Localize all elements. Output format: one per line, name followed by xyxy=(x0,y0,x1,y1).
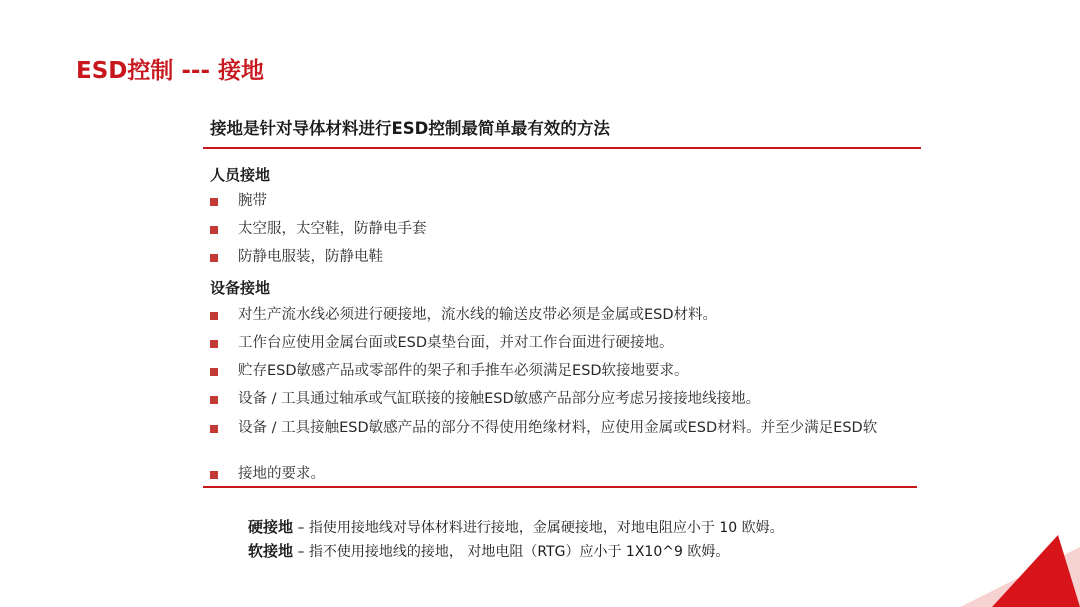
definition-term: 硬接地 xyxy=(248,518,294,536)
square-bullet-icon xyxy=(210,226,218,234)
section-heading-equipment: 设备接地 xyxy=(210,279,271,297)
list-item xyxy=(210,391,920,407)
list-item xyxy=(210,335,920,351)
definition-text: – 指不使用接地线的接地， 对地电阻（RTG）应小于 1X10^9 欧姆。 xyxy=(293,544,730,560)
top-divider xyxy=(203,147,921,149)
list-item xyxy=(210,221,920,237)
list-item-text: 设备 / 工具通过轴承或气缸联接的接触ESD敏感产品部分应考虑另接接地线接地。 xyxy=(238,391,761,407)
definition-term: 软接地 xyxy=(248,542,294,560)
square-bullet-icon xyxy=(210,198,218,206)
list-item-text: 防静电服装，防静电鞋 xyxy=(238,249,383,265)
corner-triangle-dark xyxy=(992,535,1080,607)
square-bullet-icon xyxy=(210,425,218,433)
list-item-text: 贮存ESD敏感产品或零部件的架子和手推车必须满足ESD软接地要求。 xyxy=(238,363,689,379)
list-item-text: 工作台应使用金属台面或ESD桌垫台面，并对工作台面进行硬接地。 xyxy=(238,335,674,351)
definition-soft-ground xyxy=(248,540,729,561)
list-item xyxy=(210,363,920,379)
square-bullet-icon xyxy=(210,254,218,262)
list-item xyxy=(210,307,920,323)
list-item-text: 太空服，太空鞋，防静电手套 xyxy=(238,221,427,237)
square-bullet-icon xyxy=(210,312,218,320)
list-item xyxy=(210,420,920,436)
square-bullet-icon xyxy=(210,368,218,376)
list-item xyxy=(210,249,920,265)
definition-hard-ground xyxy=(248,516,784,537)
list-item xyxy=(210,466,920,482)
list-item-text: 设备 / 工具接触ESD敏感产品的部分不得使用绝缘材料，应使用金属或ESD材料。并至少满足ESD软 xyxy=(238,420,878,436)
slide-title: ESD控制 --- 接地 xyxy=(76,58,265,84)
square-bullet-icon xyxy=(210,396,218,404)
bottom-divider xyxy=(203,486,917,488)
list-item-text: 对生产流水线必须进行硬接地，流水线的输送皮带必须是金属或ESD材料。 xyxy=(238,307,718,323)
list-item-text: 接地的要求。 xyxy=(238,466,325,482)
square-bullet-icon xyxy=(210,340,218,348)
section-heading-personnel: 人员接地 xyxy=(210,166,271,184)
square-bullet-icon xyxy=(210,471,218,479)
list-item-text: 腕带 xyxy=(238,193,267,209)
corner-triangle-decoration xyxy=(880,527,1080,607)
definition-text: – 指使用接地线对导体材料进行接地，金属硬接地，对地电阻应小于 10 欧姆。 xyxy=(293,520,784,536)
headline: 接地是针对导体材料进行ESD控制最简单最有效的方法 xyxy=(210,119,610,138)
list-item xyxy=(210,193,920,209)
